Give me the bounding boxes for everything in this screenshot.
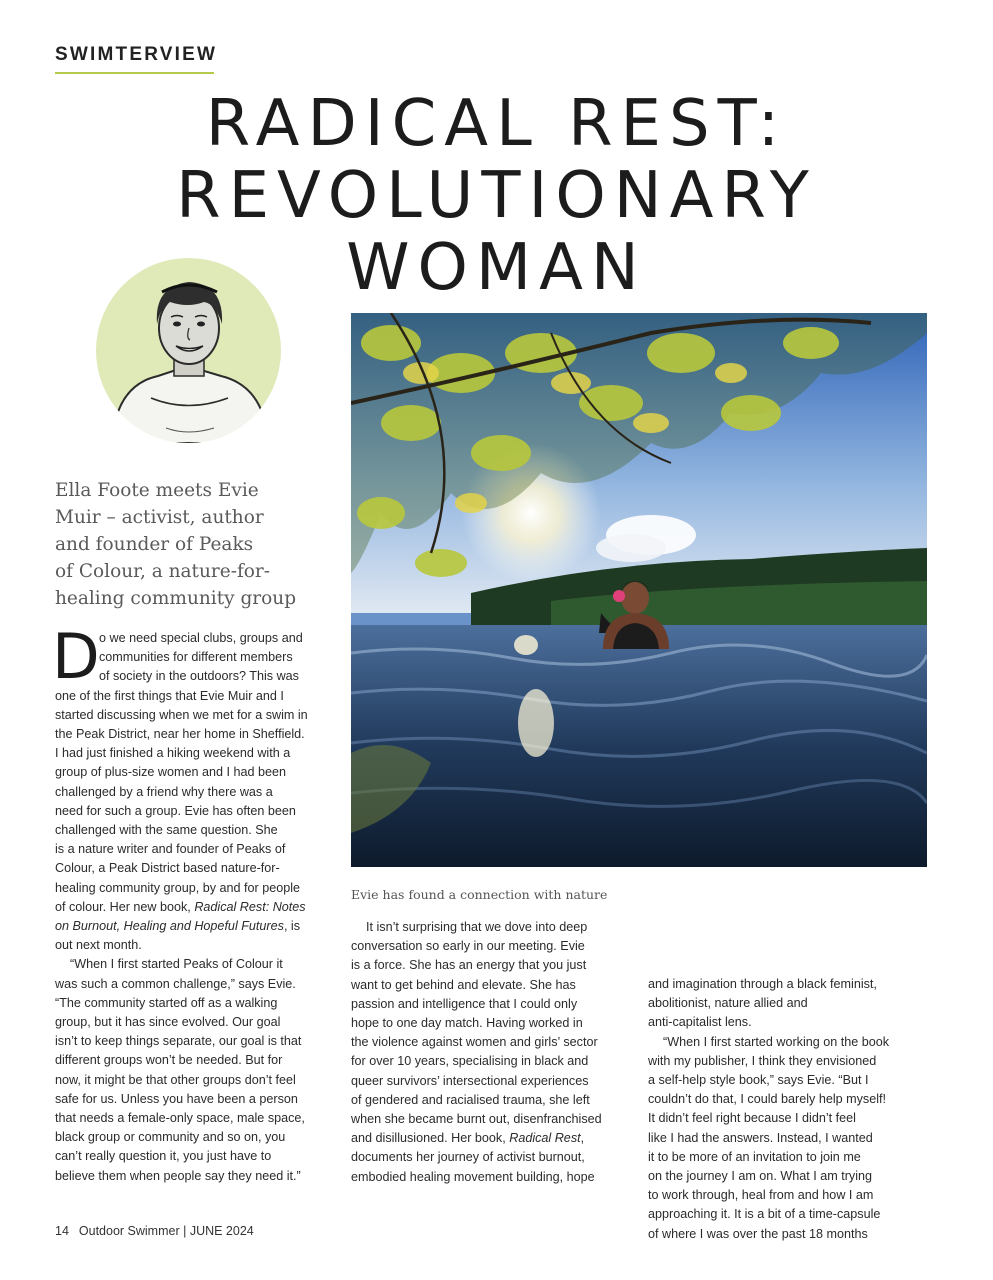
body-text-line: I had just finished a hiking weekend with a (55, 746, 291, 761)
body-text-line: “When I first started Peaks of Colour it (70, 957, 283, 972)
section-underline (55, 72, 214, 74)
body-text-line: of gendered and racialised trauma, she left (351, 1092, 590, 1107)
body-text-line: when she became burnt out, disenfranchised (351, 1112, 602, 1126)
body-text-line: need for such a group. Evie has often been (55, 803, 296, 818)
standfirst (55, 477, 325, 612)
body-text-line: that needs a female-only space, male space, (55, 1111, 305, 1125)
lake-swimmer-photo (351, 313, 927, 867)
body-text-line: started discussing when we met for a swim in (55, 707, 308, 722)
body-text-line: different groups won’t be needed. But for (55, 1053, 283, 1068)
body-text-line: and imagination through a black feminist, (648, 977, 877, 991)
body-text-line: want to get behind and elevate. She has (351, 977, 576, 992)
standfirst-line: Muir – activist, author (55, 507, 264, 528)
body-text-line: group, but it has since evolved. Our goal (55, 1015, 281, 1029)
standfirst-line: healing community group (55, 588, 297, 609)
body-text-line: a self-help style book,” says Evie. “But I (648, 1073, 869, 1087)
body-text-line: believe them when people say they need it.” (55, 1168, 301, 1183)
body-text-line: anti-capitalist lens. (648, 1015, 752, 1030)
photo-caption: Evie has found a connection with nature (351, 887, 608, 902)
headline-line: WOMAN (346, 231, 647, 305)
body-text-line: one of the first things that Evie Muir and I (55, 688, 284, 703)
body-text-line: group of plus-size women and I had been (55, 765, 287, 780)
body-text-line: queer survivors’ intersectional experiences (351, 1073, 589, 1088)
standfirst-line: Ella Foote meets Evie (55, 480, 259, 501)
body-text-line: isn’t to keep things separate, our goal is that (55, 1034, 302, 1049)
book-title-italic: Radical Rest: Notes (194, 899, 306, 914)
author-portrait-illustration (96, 258, 281, 443)
drop-cap: D (52, 620, 100, 693)
standfirst-line: of Colour, a nature-for- (55, 561, 271, 582)
body-text-line: conversation so early in our meeting. Evie (351, 939, 585, 954)
body-text-line: couldn’t do that, I could barely help myself! (648, 1092, 887, 1107)
body-text-line: for over 10 years, specialising in black and (351, 1054, 589, 1069)
body-text-line: out next month. (55, 938, 142, 953)
book-title-italic: Radical Rest (509, 1131, 581, 1146)
body-text-line: it to be more of an invitation to join me (648, 1149, 861, 1164)
body-text-line: communities for different members (99, 650, 293, 665)
publication-info: Outdoor Swimmer | JUNE 2024 (78, 1224, 254, 1238)
body-text-line: passion and intelligence that I could only (351, 996, 578, 1011)
body-text-line: “When I first started working on the book (663, 1034, 890, 1049)
body-text-line: is a nature writer and founder of Peaks of (55, 842, 286, 857)
body-text-line: o we need special clubs, groups and (99, 631, 303, 645)
body-text-line: of society in the outdoors? This was (99, 669, 299, 684)
body-text-line: of colour. Her new book, Radical Rest: Notes (55, 899, 306, 914)
body-text-line: “The community started off as a walking (55, 995, 278, 1010)
body-text-line: and disillusioned. Her book, Radical Rest, (351, 1131, 585, 1146)
headline-line: RADICAL REST: (205, 87, 788, 161)
body-text-line: the Peak District, near her home in Sheffield. (55, 727, 305, 741)
section-label: SWIMTERVIEW (55, 44, 218, 65)
body-text-line: like I had the answers. Instead, I wanted (648, 1130, 873, 1145)
body-text-line: was such a common challenge,” says Evie. (55, 976, 296, 991)
body-text-line: embodied healing movement building, hope (351, 1169, 595, 1184)
page-number: 14 (55, 1224, 69, 1238)
body-text-line: It isn’t surprising that we dove into deep (366, 920, 588, 934)
body-text-line: of where I was over the past 18 months (648, 1226, 868, 1241)
body-text-line: healing community group, by and for people (55, 880, 301, 895)
body-text-line: can’t really question it, you just have to (55, 1149, 272, 1164)
book-title-italic: on Burnout, Healing and Hopeful Futures (55, 919, 284, 933)
body-text-line: on the journey I am on. What I am trying (648, 1169, 872, 1183)
headline-line: REVOLUTIONARY (176, 159, 817, 233)
body-text-line: is a force. She has an energy that you just (351, 958, 587, 973)
body-text-line: safe for us. Unless you have been a person (55, 1091, 298, 1106)
body-text-line: to work through, heal from and how I am (648, 1188, 874, 1203)
body-text-line: Colour, a Peak District based nature-for- (55, 861, 280, 876)
body-text-line: now, it might be that other groups don’t feel (55, 1072, 296, 1087)
body-text-line: documents her journey of activist burnout, (351, 1150, 585, 1165)
page-footer (55, 1224, 254, 1238)
body-text-line: challenged by a friend why there was a (55, 784, 273, 799)
body-text-line: with my publisher, I think they envisioned (648, 1053, 877, 1068)
body-text-line: challenged with the same question. She (55, 823, 278, 837)
body-text-line: on Burnout, Healing and Hopeful Futures, is (55, 919, 301, 933)
standfirst-line: and founder of Peaks (55, 534, 254, 555)
body-text-line: hope to one day match. Having worked in (351, 1016, 583, 1030)
body-text-line: It didn’t feel right because I didn’t feel (648, 1111, 856, 1126)
body-text-line: abolitionist, nature allied and (648, 996, 808, 1011)
body-text-line: approaching it. It is a bit of a time-capsule (648, 1207, 881, 1222)
body-text-line: the violence against women and girls’ sector (351, 1035, 598, 1050)
body-text-line: black group or community and so on, you (55, 1130, 286, 1145)
